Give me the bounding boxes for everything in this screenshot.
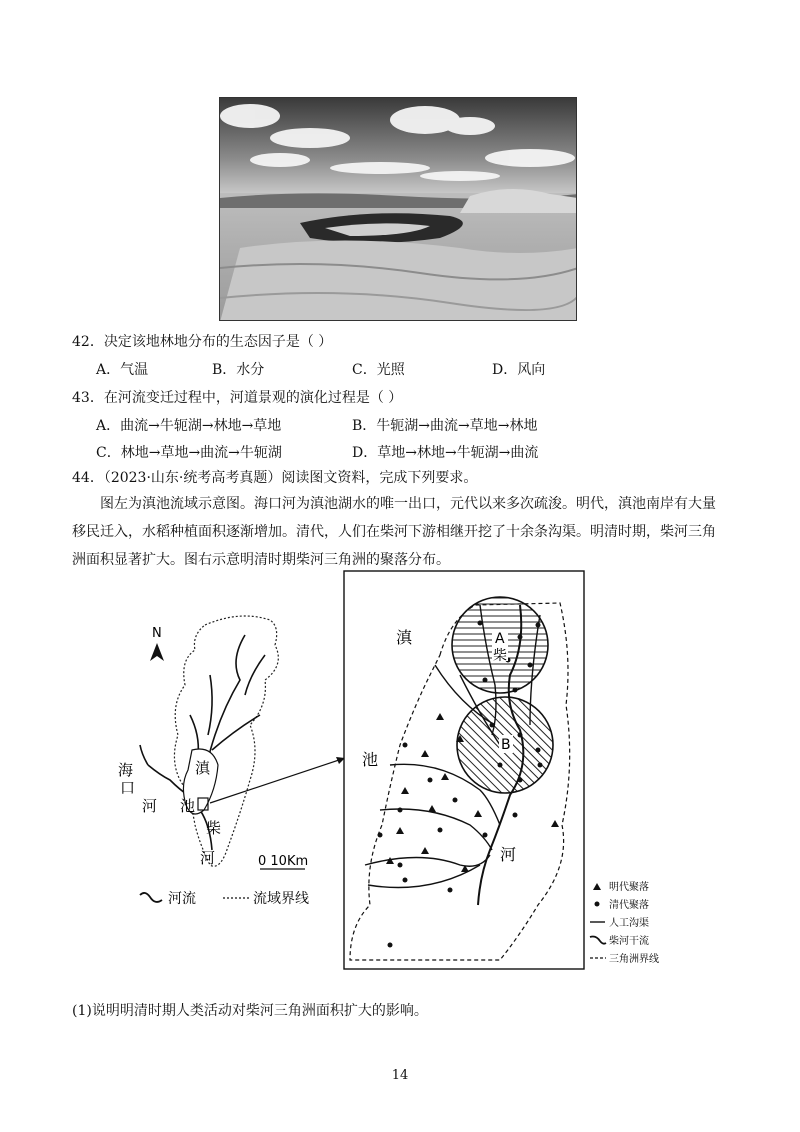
- q42-option-d[interactable]: D．风向: [492, 362, 546, 378]
- haikou-label-2: 口: [120, 779, 136, 797]
- q42-option-b[interactable]: B．水分: [212, 362, 265, 378]
- pointer-arrow: [210, 758, 345, 803]
- q43-stem: 43．在河流变迁过程中，河道景观的演化过程是（ ）: [72, 390, 403, 406]
- circle-a-chai-label: 柴: [493, 648, 507, 664]
- chai-label-2: 河: [200, 849, 216, 867]
- north-arrow-icon: [150, 643, 164, 661]
- legend-qing-label: 清代聚落: [609, 900, 649, 911]
- ming-legend-icon: [593, 883, 601, 890]
- legend-river-label: 河流: [168, 891, 196, 907]
- right-he-label: 河: [500, 845, 517, 864]
- page-number: 14: [391, 1068, 409, 1083]
- q43-option-a[interactable]: A．曲流→牛轭湖→林地→草地: [96, 418, 282, 434]
- main-legend-icon: [590, 937, 606, 944]
- q44-sub-question-1: (1)说明明清时期人类活动对柴河三角洲面积扩大的影响。: [72, 1003, 428, 1019]
- legend-boundary-label: 流域界线: [253, 891, 309, 907]
- chai-label-1: 柴: [206, 819, 222, 837]
- left-rivers: [140, 635, 265, 850]
- right-chi-label: 池: [362, 750, 379, 769]
- landscape-photo: [219, 97, 577, 321]
- left-map: [118, 616, 345, 907]
- left-dian-label: 滇: [195, 759, 211, 777]
- q42-stem: 42．决定该地林地分布的生态因子是（ ）: [72, 334, 333, 350]
- haikou-label-3: 河: [142, 797, 158, 815]
- qing-legend-icon: [595, 902, 600, 907]
- right-map: [344, 571, 659, 969]
- circle-b-label: B: [501, 737, 511, 753]
- left-chi-label: 池: [180, 797, 196, 815]
- legend-canal-label: 人工沟渠: [609, 918, 649, 929]
- q42-option-a[interactable]: A．气温: [96, 362, 149, 378]
- legend-main-label: 柴河干流: [609, 936, 649, 947]
- q43-option-b[interactable]: B．牛轭湖→曲流→草地→林地: [352, 418, 538, 434]
- q44-passage: 图左为滇池流域示意图。海口河为滇池湖水的唯一出口，元代以来多次疏浚。明代，滇池南岸有大量移民迁入，水稻种植面积逐渐增加。清代，人们在柴河下游相继开挖了十余条沟渠。明清时期，柴河三角洲面积显著扩大。图右示意明清时期柴河三角洲的聚落分布。: [72, 496, 716, 568]
- basin-boundary: [174, 616, 278, 866]
- north-label: N: [152, 626, 162, 641]
- right-dian-label: 滇: [396, 628, 413, 647]
- right-legend: [590, 880, 659, 965]
- river-legend-icon: [140, 893, 162, 902]
- q43-option-c[interactable]: C．林地→草地→曲流→牛轭湖: [96, 445, 282, 461]
- dianchi-figure: [100, 565, 700, 975]
- q44-stem: 44．（2023·山东·统考高考真题）阅读图文资料，完成下列要求。: [72, 470, 478, 486]
- legend-delta-label: 三角洲界线: [609, 954, 659, 965]
- circle-a-label: A: [495, 631, 505, 647]
- scale-label: 0 10Km: [258, 854, 309, 869]
- legend-ming-label: 明代聚落: [609, 882, 649, 893]
- q42-option-c[interactable]: C．光照: [352, 362, 405, 378]
- q43-option-d[interactable]: D．草地→林地→牛轭湖→曲流: [352, 445, 539, 461]
- haikou-label-1: 海: [118, 761, 134, 779]
